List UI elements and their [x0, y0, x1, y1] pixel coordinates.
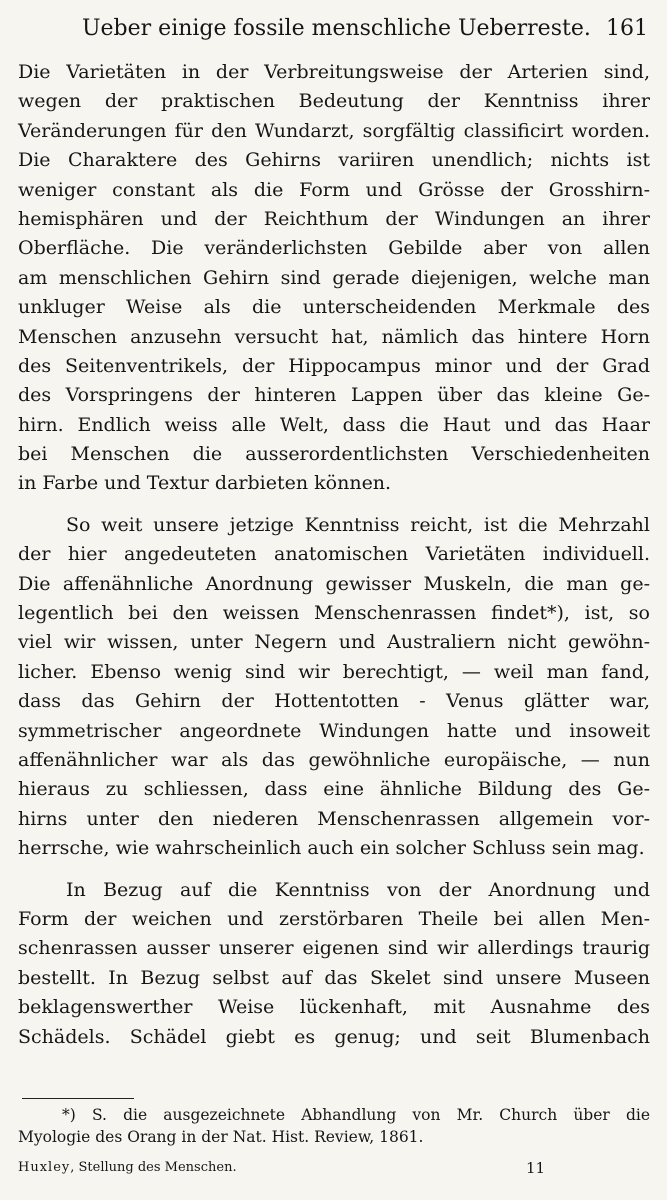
text-line: Form der weichen und zerstörbaren Theile bei allen Men-: [18, 907, 650, 930]
text-line: Menschen anzusehn versucht hat, nämlich das hintere Horn: [18, 325, 650, 348]
text-line: dass das Gehirn der Hottentotten - Venus glätter war,: [18, 690, 650, 713]
footnote: [18, 1104, 650, 1148]
text-line: schenrassen ausser unserer eigenen sind wir allerdings traurig: [18, 937, 650, 960]
footnote-line: *) S. die ausgezeichnete Abhandlung von Mr. Church über die: [62, 1106, 650, 1124]
running-title: Ueber einige fossile menschliche Ueberreste.: [82, 16, 591, 41]
text-line: legentlich bei den weissen Menschenrassen findet*), ist, so: [18, 602, 650, 625]
text-line: symmetrischer angeordnete Windungen hatte und insoweit: [18, 719, 650, 742]
text-line: beklagenswerther Weise lückenhaft, mit Ausnahme des: [18, 996, 650, 1019]
text-line: wegen der praktischen Bedeutung der Kenntniss ihrer: [18, 90, 650, 113]
footnote-line: Myologie des Orang in der Nat. Hist. Review, 1861.: [18, 1128, 424, 1146]
text-line: hieraus zu schliessen, dass eine ähnliche Bildung des Ge-: [18, 778, 650, 801]
paragraph-3: [18, 876, 650, 1052]
text-line: weniger constant als die Form und Grösse der Grosshirn-: [18, 178, 650, 201]
body-text: [18, 58, 650, 1052]
text-line: des Seitenventrikels, der Hippocampus minor und der Grad: [18, 354, 650, 377]
running-header: [82, 14, 648, 44]
text-line: licher. Ebenso wenig sind wir berechtigt, — weil man fand,: [18, 660, 650, 683]
text-line: Die Charaktere des Gehirns variiren unendlich; nichts ist: [18, 149, 650, 172]
paragraph-1: [18, 58, 650, 499]
text-line: So weit unsere jetzige Kenntniss reicht, ist die Mehrzahl: [66, 513, 650, 536]
signature-author: Huxley: [18, 1160, 71, 1175]
text-line: hirn. Endlich weiss alle Welt, dass die Haut und das Haar: [18, 413, 650, 436]
text-line: hirns unter den niederen Menschenrassen allgemein vor-: [18, 807, 650, 830]
printer-signature: [18, 1158, 650, 1178]
text-line: Die Varietäten in der Verbreitungsweise der Arterien sind,: [18, 61, 650, 83]
text-line: am menschlichen Gehirn sind gerade diejenigen, welche man: [18, 266, 650, 289]
text-line: affenähnlicher war als das gewöhnliche europäische, — nun: [18, 748, 650, 771]
paragraph-2: [18, 511, 650, 864]
signature-work: , Stellung des Menschen.: [70, 1160, 237, 1175]
page-number: 161: [606, 16, 648, 41]
footnote-divider: [22, 1098, 134, 1099]
text-line: In Bezug auf die Kenntniss von der Anordnung und: [66, 878, 650, 901]
sheet-number: 11: [526, 1159, 546, 1177]
text-line: viel wir wissen, unter Negern und Australiern nicht gewöhn-: [18, 631, 650, 654]
text-line: bei Menschen die ausserordentlichsten Verschiedenheiten: [18, 443, 650, 466]
text-line: herrsche, wie wahrscheinlich auch ein solcher Schluss sein mag.: [18, 837, 645, 860]
text-line: Die affenähnliche Anordnung gewisser Muskeln, die man ge-: [18, 572, 650, 595]
text-line: Oberfläche. Die veränderlichsten Gebilde aber von allen: [18, 237, 650, 260]
text-line: Schädels. Schädel giebt es genug; und seit Blumenbach: [18, 1025, 650, 1048]
text-line: des Vorspringens der hinteren Lappen über das kleine Ge-: [18, 384, 650, 407]
text-line: Veränderungen für den Wundarzt, sorgfältig classificirt worden.: [18, 119, 650, 142]
text-line: in Farbe und Textur darbieten können.: [18, 472, 392, 495]
text-line: unkluger Weise als die unterscheidenden Merkmale des: [18, 296, 650, 319]
text-line: der hier angedeuteten anatomischen Varietäten individuell.: [18, 543, 650, 566]
text-line: hemisphären und der Reichthum der Windungen an ihrer: [18, 207, 650, 230]
text-line: bestellt. In Bezug selbst auf das Skelet sind unsere Museen: [18, 966, 650, 989]
